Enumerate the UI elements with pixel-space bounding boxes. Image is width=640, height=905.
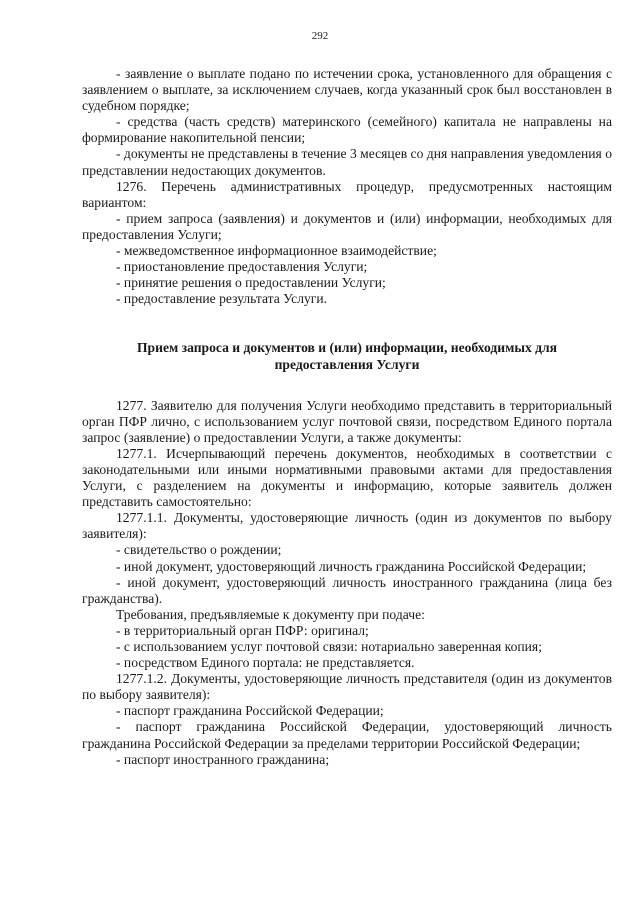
paragraph: - заявление о выплате подано по истечении срока, установленного для обращения с заявлением о выплате, за исключением случаев, когда указанный срок был восстановлен в судебном порядке; [82, 66, 612, 114]
document-body [82, 66, 612, 768]
paragraph: - иной документ, удостоверяющий личность гражданина Российской Федерации; [116, 558, 587, 574]
paragraph: 1277. Заявителю для получения Услуги необходимо представить в территориальный орган ПФР лично, с использованием услуг почтовой связи, посредством Единого портала запрос (заявление) о предоставлении Услуги, а также документы: [82, 397, 612, 445]
paragraph: - предоставление результата Услуги. [116, 291, 328, 307]
page-number: 292 [311, 30, 329, 42]
paragraph: - приостановление предоставления Услуги; [116, 259, 368, 275]
paragraph: Требования, предъявляемые к документу при подаче: [116, 606, 425, 622]
paragraph: - документы не представлены в течение 3 месяцев со дня направления уведомления о представлении недостающих документов. [82, 146, 612, 178]
paragraph: - межведомственное информационное взаимодействие; [116, 243, 437, 259]
paragraph: - паспорт гражданина Российской Федерации; [116, 703, 384, 719]
paragraph: - паспорт гражданина Российской Федерации, удостоверяющий личность гражданина Российской Федерации за пределами территории Российской Федерации; [82, 719, 612, 751]
spacer [82, 307, 612, 340]
section-heading: Прием запроса и документов и (или) информации, необходимых для предоставления Услуги [136, 340, 558, 372]
paragraph: - с использованием услуг почтовой связи: нотариально заверенная копия; [116, 639, 542, 654]
paragraph: - прием запроса (заявления) и документов и (или) информации, необходимых для предоставления Услуги; [82, 210, 612, 242]
spacer [82, 373, 612, 398]
paragraph: 1276. Перечень административных процедур, предусмотренных настоящим вариантом: [82, 178, 612, 210]
paragraph: 1277.1. Исчерпывающий перечень документов, необходимых в соответствии с законодательными или иными нормативными правовыми актами для предоставления Услуги, с разделением на документы и информацию, которые заявитель должен представить самостоятельно: [82, 445, 612, 510]
paragraph: 1277.1.1. Документы, удостоверяющие личность (один из документов по выбору заявителя): [82, 510, 612, 542]
paragraph: - в территориальный орган ПФР: оригинал; [116, 622, 369, 638]
paragraph: 1277.1.2. Документы, удостоверяющие личность представителя (один из документов по выбору заявителя): [82, 671, 612, 703]
paragraph: - принятие решения о предоставлении Услуги; [116, 275, 386, 291]
paragraph: - иной документ, удостоверяющий личность иностранного гражданина (лица без гражданства). [82, 574, 612, 606]
paragraph: - средства (часть средств) материнского (семейного) капитала не направлены на формирование накопительной пенсии; [82, 114, 612, 146]
paragraph: - паспорт иностранного гражданина; [116, 751, 330, 767]
paragraph: - свидетельство о рождении; [116, 542, 282, 558]
paragraph: - посредством Единого портала: не представляется. [116, 655, 415, 671]
